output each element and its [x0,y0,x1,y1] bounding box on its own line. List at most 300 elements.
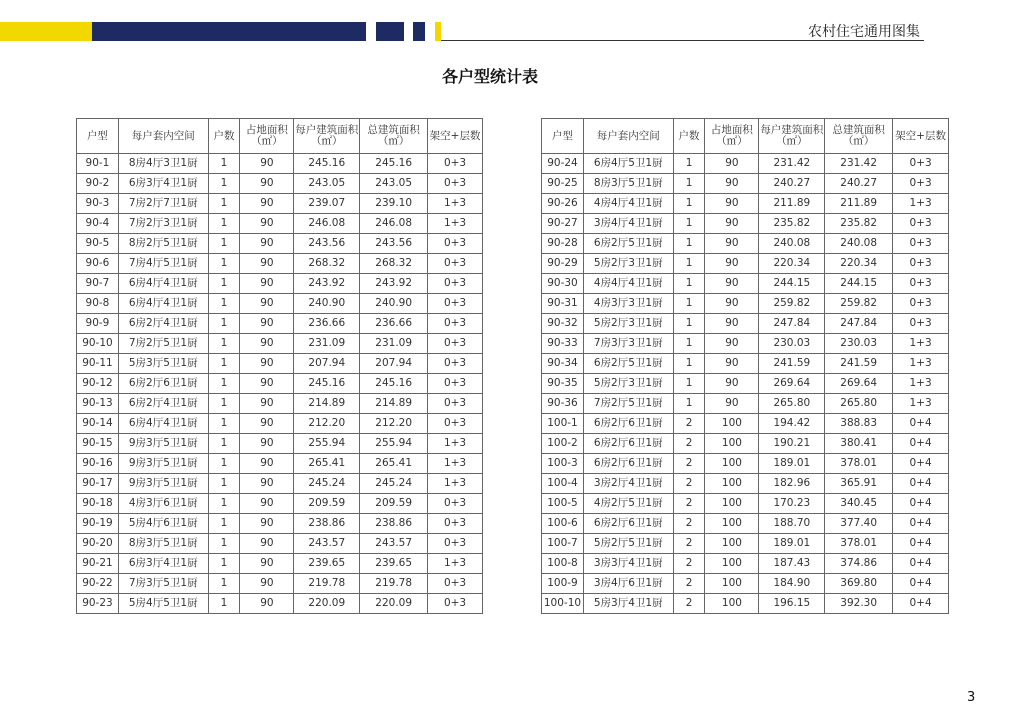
table-cell: 9房3厅5卫1厨 [118,454,208,474]
table-cell: 2 [673,474,705,494]
col-header: 户型 [542,119,584,154]
table-cell: 220.34 [759,254,825,274]
table-cell: 90-28 [542,234,584,254]
table-cell: 207.94 [360,354,428,374]
table-cell: 90-17 [77,474,119,494]
table-cell: 1 [208,394,240,414]
table-cell: 243.92 [294,274,360,294]
table-cell: 4房2厅5卫1厨 [583,494,673,514]
table-cell: 90-16 [77,454,119,474]
table-cell: 236.66 [294,314,360,334]
table-row [542,474,949,494]
table-cell: 219.78 [294,574,360,594]
table-cell: 90 [705,354,759,374]
table-cell: 4房4厅4卫1厨 [583,194,673,214]
table-cell: 5房2厅5卫1厨 [583,534,673,554]
table-cell: 100 [705,414,759,434]
table-cell: 100-2 [542,434,584,454]
unit-stats-table-right [541,118,949,614]
table-cell: 6房4厅4卫1厨 [118,414,208,434]
table-row [77,174,483,194]
table-cell: 90-5 [77,234,119,254]
table-cell: 259.82 [759,294,825,314]
table-row [542,534,949,554]
table-cell: 194.42 [759,414,825,434]
table-cell: 245.16 [294,154,360,174]
table-cell: 0+3 [428,254,483,274]
table-cell: 190.21 [759,434,825,454]
table-cell: 247.84 [759,314,825,334]
table-cell: 90-22 [77,574,119,594]
table-cell: 1 [208,254,240,274]
table-row [77,534,483,554]
table-cell: 245.16 [294,374,360,394]
table-cell: 1 [673,294,705,314]
table-cell: 212.20 [360,414,428,434]
table-cell: 245.24 [360,474,428,494]
table-cell: 243.56 [294,234,360,254]
table-cell: 100-4 [542,474,584,494]
table-cell: 100 [705,594,759,614]
table-cell: 4房3厅6卫1厨 [118,494,208,514]
table-cell: 0+4 [893,534,949,554]
table-cell: 220.09 [294,594,360,614]
col-header: 总建筑面积（㎡） [825,119,893,154]
table-cell: 0+4 [893,594,949,614]
table-cell: 90 [240,474,294,494]
table-cell: 245.16 [360,154,428,174]
table-cell: 1 [673,374,705,394]
table-cell: 4房4厅4卫1厨 [583,274,673,294]
table-cell: 0+4 [893,574,949,594]
table-cell: 246.08 [360,214,428,234]
table-cell: 207.94 [294,354,360,374]
table-cell: 259.82 [825,294,893,314]
table-cell: 0+3 [428,274,483,294]
table-cell: 90 [705,194,759,214]
table-cell: 90-31 [542,294,584,314]
table-cell: 90 [705,254,759,274]
table-cell: 100 [705,454,759,474]
table-cell: 255.94 [360,434,428,454]
table-cell: 100 [705,494,759,514]
table-cell: 90 [705,234,759,254]
table-cell: 240.08 [759,234,825,254]
table-cell: 90-6 [77,254,119,274]
col-header: 占地面积（㎡） [705,119,759,154]
col-header: 架空+层数 [893,119,949,154]
table-cell: 90-27 [542,214,584,234]
table-cell: 100 [705,554,759,574]
table-cell: 8房3厅5卫1厨 [118,534,208,554]
table-cell: 0+3 [428,154,483,174]
table-cell: 239.07 [294,194,360,214]
table-cell: 0+4 [893,514,949,534]
table-cell: 90 [240,394,294,414]
table-cell: 235.82 [825,214,893,234]
table-cell: 1 [673,334,705,354]
table-row [542,414,949,434]
table-cell: 0+3 [428,234,483,254]
table-cell: 365.91 [825,474,893,494]
table-cell: 8房4厅3卫1厨 [118,154,208,174]
table-cell: 1 [673,154,705,174]
table-cell: 6房2厅6卫1厨 [583,454,673,474]
table-cell: 90-13 [77,394,119,414]
table-cell: 90 [240,414,294,434]
table-cell: 378.01 [825,454,893,474]
table-cell: 184.90 [759,574,825,594]
table-cell: 236.66 [360,314,428,334]
table-cell: 1+3 [428,214,483,234]
table-cell: 1 [208,174,240,194]
table-cell: 90 [240,514,294,534]
table-cell: 90-34 [542,354,584,374]
header-accent-navy [92,22,366,41]
table-cell: 1+3 [428,474,483,494]
table-cell: 7房2厅5卫1厨 [583,394,673,414]
table-cell: 246.08 [294,214,360,234]
table-cell: 247.84 [825,314,893,334]
table-cell: 265.80 [759,394,825,414]
table-cell: 6房2厅6卫1厨 [583,434,673,454]
table-cell: 6房4厅5卫1厨 [583,154,673,174]
table-cell: 220.34 [825,254,893,274]
table-row [77,314,483,334]
table-cell: 1+3 [893,334,949,354]
table-row [77,234,483,254]
table-cell: 2 [673,434,705,454]
table-cell: 90 [705,334,759,354]
table-cell: 244.15 [759,274,825,294]
table-cell: 8房3厅5卫1厨 [583,174,673,194]
table-cell: 0+3 [893,314,949,334]
table-cell: 7房2厅3卫1厨 [118,214,208,234]
table-cell: 182.96 [759,474,825,494]
table-cell: 90 [240,174,294,194]
table-row [542,354,949,374]
table-row [542,514,949,534]
table-cell: 100-6 [542,514,584,534]
table-cell: 6房4厅4卫1厨 [118,274,208,294]
table-row [77,494,483,514]
table-row [77,194,483,214]
table-cell: 100 [705,514,759,534]
table-cell: 170.23 [759,494,825,514]
table-cell: 1 [208,314,240,334]
table-cell: 90-35 [542,374,584,394]
table-cell: 378.01 [825,534,893,554]
table-cell: 1 [673,394,705,414]
table-cell: 90-3 [77,194,119,214]
table-cell: 100-10 [542,594,584,614]
table-cell: 5房4厅5卫1厨 [118,594,208,614]
table-row [542,174,949,194]
table-cell: 212.20 [294,414,360,434]
table-cell: 240.08 [825,234,893,254]
table-cell: 1 [208,334,240,354]
table-cell: 1 [208,574,240,594]
table-cell: 90-30 [542,274,584,294]
table-cell: 6房2厅4卫1厨 [118,394,208,414]
table-cell: 90 [240,494,294,514]
table-cell: 5房2厅3卫1厨 [583,374,673,394]
table-cell: 238.86 [360,514,428,534]
table-header-row [77,119,483,154]
table-cell: 268.32 [294,254,360,274]
table-cell: 4房3厅3卫1厨 [583,294,673,314]
table-cell: 6房3厅4卫1厨 [118,174,208,194]
table-cell: 90 [705,394,759,414]
table-cell: 196.15 [759,594,825,614]
table-cell: 374.86 [825,554,893,574]
table-cell: 5房3厅5卫1厨 [118,354,208,374]
table-cell: 9房3厅5卫1厨 [118,474,208,494]
table-cell: 6房2厅5卫1厨 [583,234,673,254]
table-cell: 90-14 [77,414,119,434]
table-cell: 340.45 [825,494,893,514]
table-cell: 243.05 [360,174,428,194]
table-cell: 90-25 [542,174,584,194]
table-cell: 1 [208,234,240,254]
table-cell: 0+4 [893,494,949,514]
col-header: 户数 [208,119,240,154]
table-cell: 269.64 [759,374,825,394]
table-cell: 90 [240,454,294,474]
table-cell: 100-8 [542,554,584,574]
table-cell: 1 [208,214,240,234]
table-row [542,274,949,294]
table-cell: 0+3 [428,354,483,374]
table-cell: 3房3厅4卫1厨 [583,554,673,574]
table-cell: 6房2厅6卫1厨 [118,374,208,394]
document-title: 农村住宅通用图集 [808,24,920,40]
table-cell: 90 [240,154,294,174]
table-cell: 100 [705,574,759,594]
table-cell: 1 [673,214,705,234]
table-cell: 240.27 [759,174,825,194]
table-cell: 377.40 [825,514,893,534]
table-cell: 241.59 [825,354,893,374]
table-cell: 1+3 [428,194,483,214]
table-row [77,474,483,494]
table-cell: 90 [240,214,294,234]
table-cell: 211.89 [759,194,825,214]
table-cell: 0+3 [428,514,483,534]
table-cell: 1 [673,314,705,334]
table-cell: 2 [673,574,705,594]
page-number: 3 [967,690,976,705]
header-accent-block [376,22,404,41]
col-header: 总建筑面积（㎡） [360,119,428,154]
table-cell: 245.24 [294,474,360,494]
table-cell: 90-8 [77,294,119,314]
table-cell: 0+4 [893,434,949,454]
table-row [542,334,949,354]
table-cell: 1 [208,514,240,534]
col-header: 每户建筑面积（㎡） [294,119,360,154]
table-cell: 392.30 [825,594,893,614]
table-cell: 100 [705,434,759,454]
table-cell: 2 [673,534,705,554]
table-row [77,414,483,434]
table-cell: 90 [240,194,294,214]
table-cell: 90-21 [77,554,119,574]
table-cell: 1 [208,354,240,374]
table-cell: 255.94 [294,434,360,454]
table-cell: 90 [240,274,294,294]
table-cell: 5房2厅3卫1厨 [583,254,673,274]
table-row [542,594,949,614]
table-cell: 1 [208,594,240,614]
table-row [542,194,949,214]
table-cell: 230.03 [825,334,893,354]
table-cell: 1+3 [893,194,949,214]
table-row [77,554,483,574]
table-cell: 7房3厅5卫1厨 [118,574,208,594]
table-cell: 90-29 [542,254,584,274]
table-cell: 265.41 [294,454,360,474]
table-cell: 3房2厅4卫1厨 [583,474,673,494]
table-row [542,434,949,454]
table-cell: 3房4厅4卫1厨 [583,214,673,234]
table-row [542,494,949,514]
page-title: 各户型统计表 [441,67,538,86]
table-cell: 90 [240,434,294,454]
table-cell: 0+3 [893,214,949,234]
table-cell: 240.90 [294,294,360,314]
table-cell: 1+3 [428,554,483,574]
table-cell: 243.05 [294,174,360,194]
table-cell: 90-1 [77,154,119,174]
table-cell: 243.57 [360,534,428,554]
table-cell: 211.89 [825,194,893,214]
table-cell: 8房2厅5卫1厨 [118,234,208,254]
table-cell: 90 [705,294,759,314]
table-cell: 2 [673,514,705,534]
table-cell: 1 [208,274,240,294]
table-cell: 1 [208,474,240,494]
table-row [77,274,483,294]
table-cell: 380.41 [825,434,893,454]
table-cell: 90-20 [77,534,119,554]
table-row [77,574,483,594]
table-cell: 1 [208,454,240,474]
table-cell: 239.65 [294,554,360,574]
table-cell: 1+3 [428,454,483,474]
table-cell: 265.41 [360,454,428,474]
table-cell: 90-24 [542,154,584,174]
table-cell: 231.09 [294,334,360,354]
table-cell: 0+3 [893,234,949,254]
table-cell: 0+3 [428,294,483,314]
table-cell: 268.32 [360,254,428,274]
table-row [77,454,483,474]
table-cell: 1 [208,374,240,394]
table-cell: 90-11 [77,354,119,374]
table-row [77,254,483,274]
table-cell: 0+3 [428,394,483,414]
table-cell: 240.90 [360,294,428,314]
table-cell: 9房3厅5卫1厨 [118,434,208,454]
table-cell: 0+4 [893,414,949,434]
table-cell: 90 [705,314,759,334]
table-cell: 0+3 [893,274,949,294]
table-cell: 90-32 [542,314,584,334]
table-cell: 219.78 [360,574,428,594]
table-cell: 90-7 [77,274,119,294]
table-cell: 90 [240,294,294,314]
table-cell: 243.92 [360,274,428,294]
table-cell: 100-3 [542,454,584,474]
table-cell: 90 [240,314,294,334]
table-body-right [542,154,949,614]
table-cell: 230.03 [759,334,825,354]
col-header: 每户套内空间 [118,119,208,154]
table-cell: 265.80 [825,394,893,414]
table-cell: 243.57 [294,534,360,554]
table-cell: 90 [240,254,294,274]
col-header: 每户套内空间 [583,119,673,154]
table-body-left [77,154,483,614]
table-cell: 6房2厅4卫1厨 [118,314,208,334]
table-cell: 90 [705,274,759,294]
table-row [542,454,949,474]
table-cell: 100 [705,534,759,554]
table-cell: 5房3厅4卫1厨 [583,594,673,614]
table-cell: 90-19 [77,514,119,534]
table-header-row [542,119,949,154]
table-row [77,214,483,234]
table-cell: 90 [705,154,759,174]
table-cell: 5房2厅3卫1厨 [583,314,673,334]
table-cell: 90-12 [77,374,119,394]
table-cell: 1 [673,274,705,294]
table-cell: 239.10 [360,194,428,214]
table-row [542,554,949,574]
table-cell: 1 [208,434,240,454]
table-row [77,154,483,174]
table-cell: 6房2厅6卫1厨 [583,414,673,434]
col-header: 每户建筑面积（㎡） [759,119,825,154]
table-cell: 90-36 [542,394,584,414]
table-cell: 1 [208,154,240,174]
table-cell: 100 [705,474,759,494]
table-cell: 6房2厅5卫1厨 [583,354,673,374]
table-cell: 90 [240,354,294,374]
table-cell: 1+3 [893,394,949,414]
table-cell: 100-5 [542,494,584,514]
table-row [77,334,483,354]
table-row [542,254,949,274]
table-row [542,294,949,314]
table-cell: 100-9 [542,574,584,594]
table-cell: 7房2厅7卫1厨 [118,194,208,214]
table-cell: 245.16 [360,374,428,394]
table-cell: 209.59 [360,494,428,514]
table-cell: 0+3 [893,174,949,194]
table-cell: 90-15 [77,434,119,454]
table-cell: 388.83 [825,414,893,434]
table-row [542,154,949,174]
table-row [542,234,949,254]
table-cell: 90 [705,174,759,194]
col-header: 架空+层数 [428,119,483,154]
table-cell: 238.86 [294,514,360,534]
table-cell: 90-23 [77,594,119,614]
table-row [542,314,949,334]
table-cell: 187.43 [759,554,825,574]
